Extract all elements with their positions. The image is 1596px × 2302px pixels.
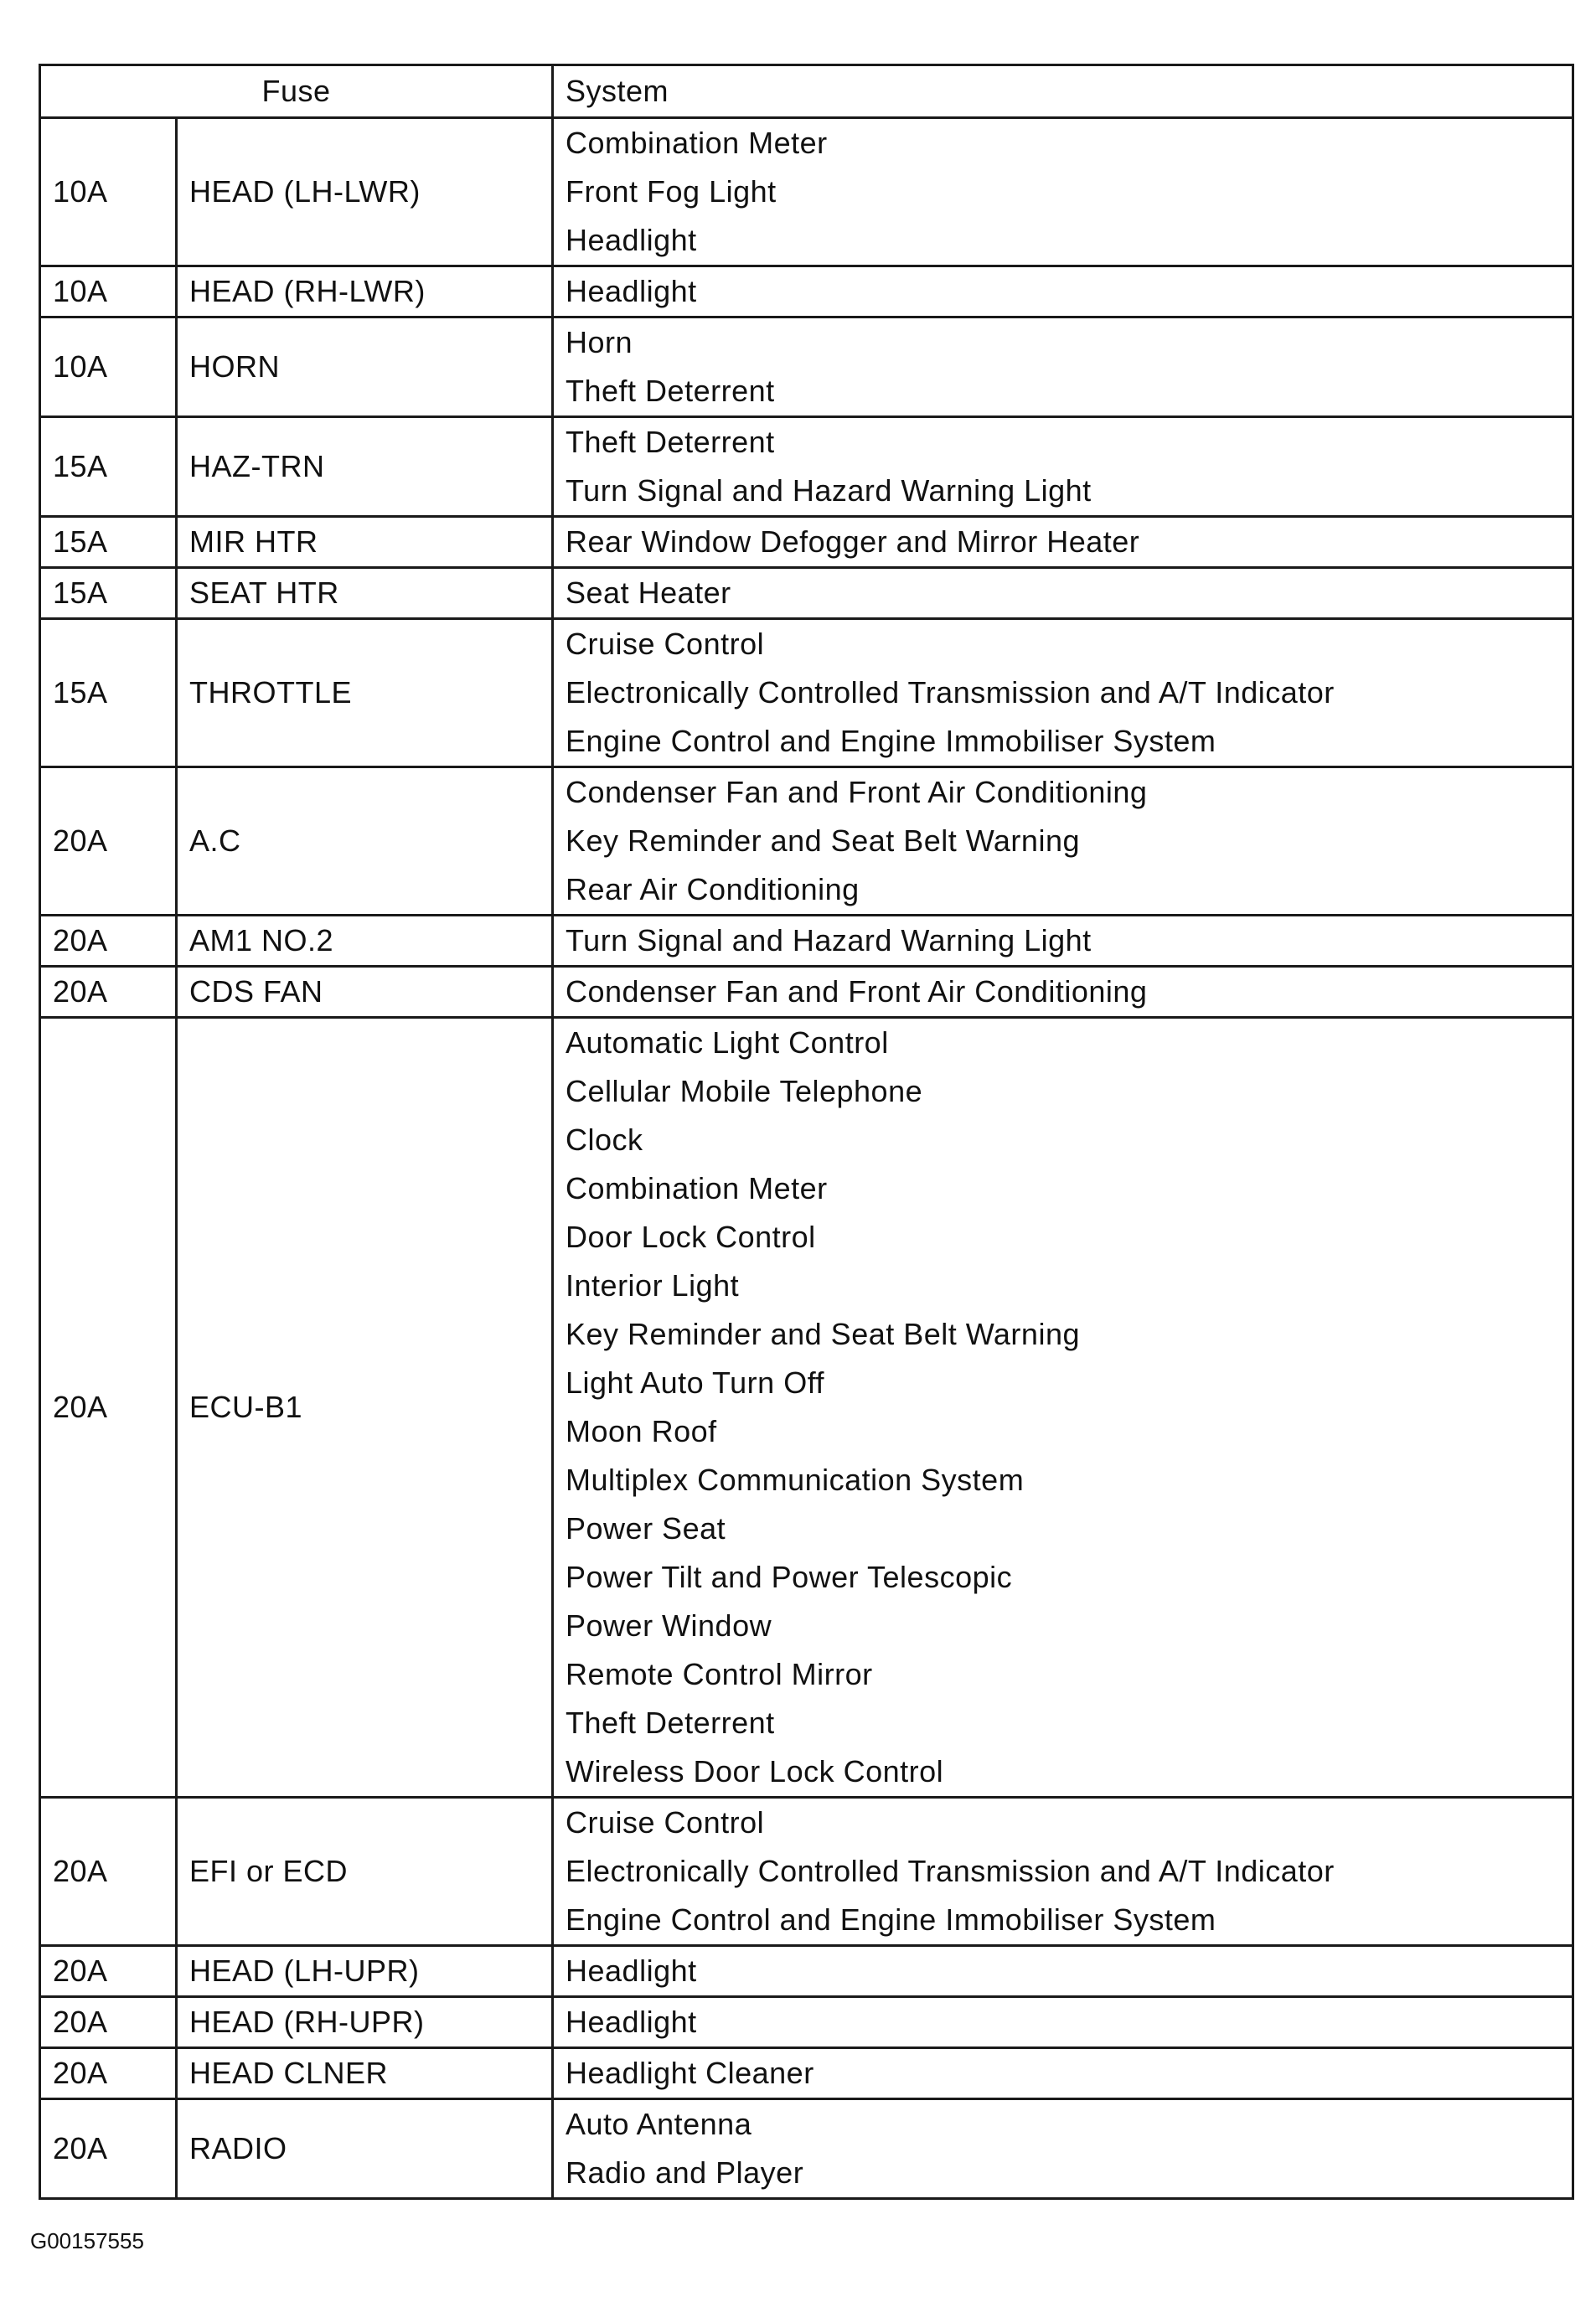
fuse-systems <box>553 118 1573 266</box>
fuse-amperage: 20A <box>40 767 177 916</box>
system-item: Key Reminder and Seat Belt Warning <box>566 1317 1080 1351</box>
system-item: Rear Window Defogger and Mirror Heater <box>566 524 1140 559</box>
system-item: Wireless Door Lock Control <box>566 1754 944 1788</box>
system-item: Multiplex Communication System <box>566 1463 1025 1497</box>
table-row <box>40 1798 1573 1946</box>
fuse-amperage: 10A <box>40 317 177 417</box>
table-row <box>40 1018 1573 1798</box>
table-header-row <box>40 65 1573 118</box>
system-item: Power Seat <box>566 1511 726 1546</box>
fuse-amperage: 20A <box>40 1997 177 2048</box>
header-system: System <box>553 65 1573 118</box>
system-item: Headlight <box>566 2005 697 2039</box>
table-row <box>40 916 1573 967</box>
system-item: Radio and Player <box>566 2155 804 2190</box>
system-item: Key Reminder and Seat Belt Warning <box>566 823 1080 858</box>
fuse-amperage: 20A <box>40 2099 177 2199</box>
fuse-name: CDS FAN <box>177 967 553 1018</box>
table-row <box>40 2048 1573 2099</box>
fuse-systems <box>553 517 1573 568</box>
system-item: Theft Deterrent <box>566 374 775 408</box>
system-item: Combination Meter <box>566 1171 828 1205</box>
fuse-amperage: 15A <box>40 517 177 568</box>
fuse-systems <box>553 1997 1573 2048</box>
system-item: Seat Heater <box>566 576 731 610</box>
fuse-name: SEAT HTR <box>177 568 553 619</box>
fuse-amperage: 15A <box>40 568 177 619</box>
system-item: Condenser Fan and Front Air Conditioning <box>566 974 1148 1009</box>
fuse-name: HAZ-TRN <box>177 417 553 517</box>
system-item: Power Tilt and Power Telescopic <box>566 1560 1013 1594</box>
fuse-name: AM1 NO.2 <box>177 916 553 967</box>
system-item: Headlight <box>566 1954 697 1988</box>
table-row <box>40 967 1573 1018</box>
fuse-systems <box>553 2099 1573 2199</box>
system-item: Engine Control and Engine Immobiliser System <box>566 1902 1216 1937</box>
table-row <box>40 266 1573 317</box>
fuse-amperage: 20A <box>40 2048 177 2099</box>
fuse-amperage: 15A <box>40 417 177 517</box>
fuse-name: ECU-B1 <box>177 1018 553 1798</box>
system-item: Electronically Controlled Transmission and A/T Indicator <box>566 1854 1335 1888</box>
fuse-systems <box>553 417 1573 517</box>
figure-code: G00157555 <box>30 2228 144 2253</box>
system-item: Turn Signal and Hazard Warning Light <box>566 473 1092 508</box>
fuse-amperage: 15A <box>40 619 177 767</box>
fuse-systems <box>553 568 1573 619</box>
fuse-amperage: 10A <box>40 266 177 317</box>
table-row <box>40 2099 1573 2199</box>
system-item: Remote Control Mirror <box>566 1657 873 1691</box>
fuse-systems <box>553 767 1573 916</box>
fuse-table-container <box>39 64 1572 2200</box>
table-row <box>40 1946 1573 1997</box>
fuse-name: HEAD (LH-LWR) <box>177 118 553 266</box>
table-row <box>40 568 1573 619</box>
fuse-name: A.C <box>177 767 553 916</box>
system-item: Door Lock Control <box>566 1220 816 1254</box>
system-item: Theft Deterrent <box>566 1706 775 1740</box>
system-item: Combination Meter <box>566 126 828 160</box>
table-row <box>40 417 1573 517</box>
table-row <box>40 1997 1573 2048</box>
fuse-systems <box>553 2048 1573 2099</box>
fuse-systems <box>553 1018 1573 1798</box>
header-fuse: Fuse <box>40 65 553 118</box>
fuse-name: HEAD (RH-UPR) <box>177 1997 553 2048</box>
fuse-amperage: 20A <box>40 1798 177 1946</box>
fuse-systems <box>553 967 1573 1018</box>
system-item: Theft Deterrent <box>566 425 775 459</box>
fuse-name: EFI or ECD <box>177 1798 553 1946</box>
table-body <box>40 118 1573 2199</box>
system-item: Auto Antenna <box>566 2107 752 2141</box>
system-item: Electronically Controlled Transmission and A/T Indicator <box>566 675 1335 710</box>
system-item: Headlight Cleaner <box>566 2056 814 2090</box>
fuse-name: HORN <box>177 317 553 417</box>
system-item: Light Auto Turn Off <box>566 1365 825 1400</box>
system-item: Turn Signal and Hazard Warning Light <box>566 923 1092 957</box>
system-item: Moon Roof <box>566 1414 717 1448</box>
system-item: Power Window <box>566 1608 772 1643</box>
fuse-name: THROTTLE <box>177 619 553 767</box>
system-item: Engine Control and Engine Immobiliser System <box>566 724 1216 758</box>
fuse-name: MIR HTR <box>177 517 553 568</box>
system-item: Cruise Control <box>566 627 765 661</box>
table-row <box>40 619 1573 767</box>
system-item: Condenser Fan and Front Air Conditioning <box>566 775 1148 809</box>
fuse-table <box>39 64 1574 2200</box>
table-row <box>40 767 1573 916</box>
system-item: Rear Air Conditioning <box>566 872 860 906</box>
fuse-name: RADIO <box>177 2099 553 2199</box>
fuse-name: HEAD (LH-UPR) <box>177 1946 553 1997</box>
fuse-amperage: 20A <box>40 916 177 967</box>
table-row <box>40 118 1573 266</box>
fuse-name: HEAD (RH-LWR) <box>177 266 553 317</box>
fuse-systems <box>553 916 1573 967</box>
table-row <box>40 317 1573 417</box>
system-item: Clock <box>566 1123 643 1157</box>
system-item: Horn <box>566 325 633 359</box>
fuse-amperage: 20A <box>40 1946 177 1997</box>
fuse-amperage: 10A <box>40 118 177 266</box>
system-item: Front Fog Light <box>566 174 777 209</box>
system-item: Headlight <box>566 223 697 257</box>
system-item: Interior Light <box>566 1268 740 1303</box>
system-item: Cruise Control <box>566 1805 765 1840</box>
fuse-systems <box>553 619 1573 767</box>
table-row <box>40 517 1573 568</box>
system-item: Headlight <box>566 274 697 308</box>
fuse-systems <box>553 266 1573 317</box>
fuse-systems <box>553 1798 1573 1946</box>
fuse-amperage: 20A <box>40 967 177 1018</box>
system-item: Cellular Mobile Telephone <box>566 1074 923 1108</box>
fuse-amperage: 20A <box>40 1018 177 1798</box>
fuse-systems <box>553 317 1573 417</box>
fuse-systems <box>553 1946 1573 1997</box>
system-item: Automatic Light Control <box>566 1025 889 1060</box>
fuse-name: HEAD CLNER <box>177 2048 553 2099</box>
